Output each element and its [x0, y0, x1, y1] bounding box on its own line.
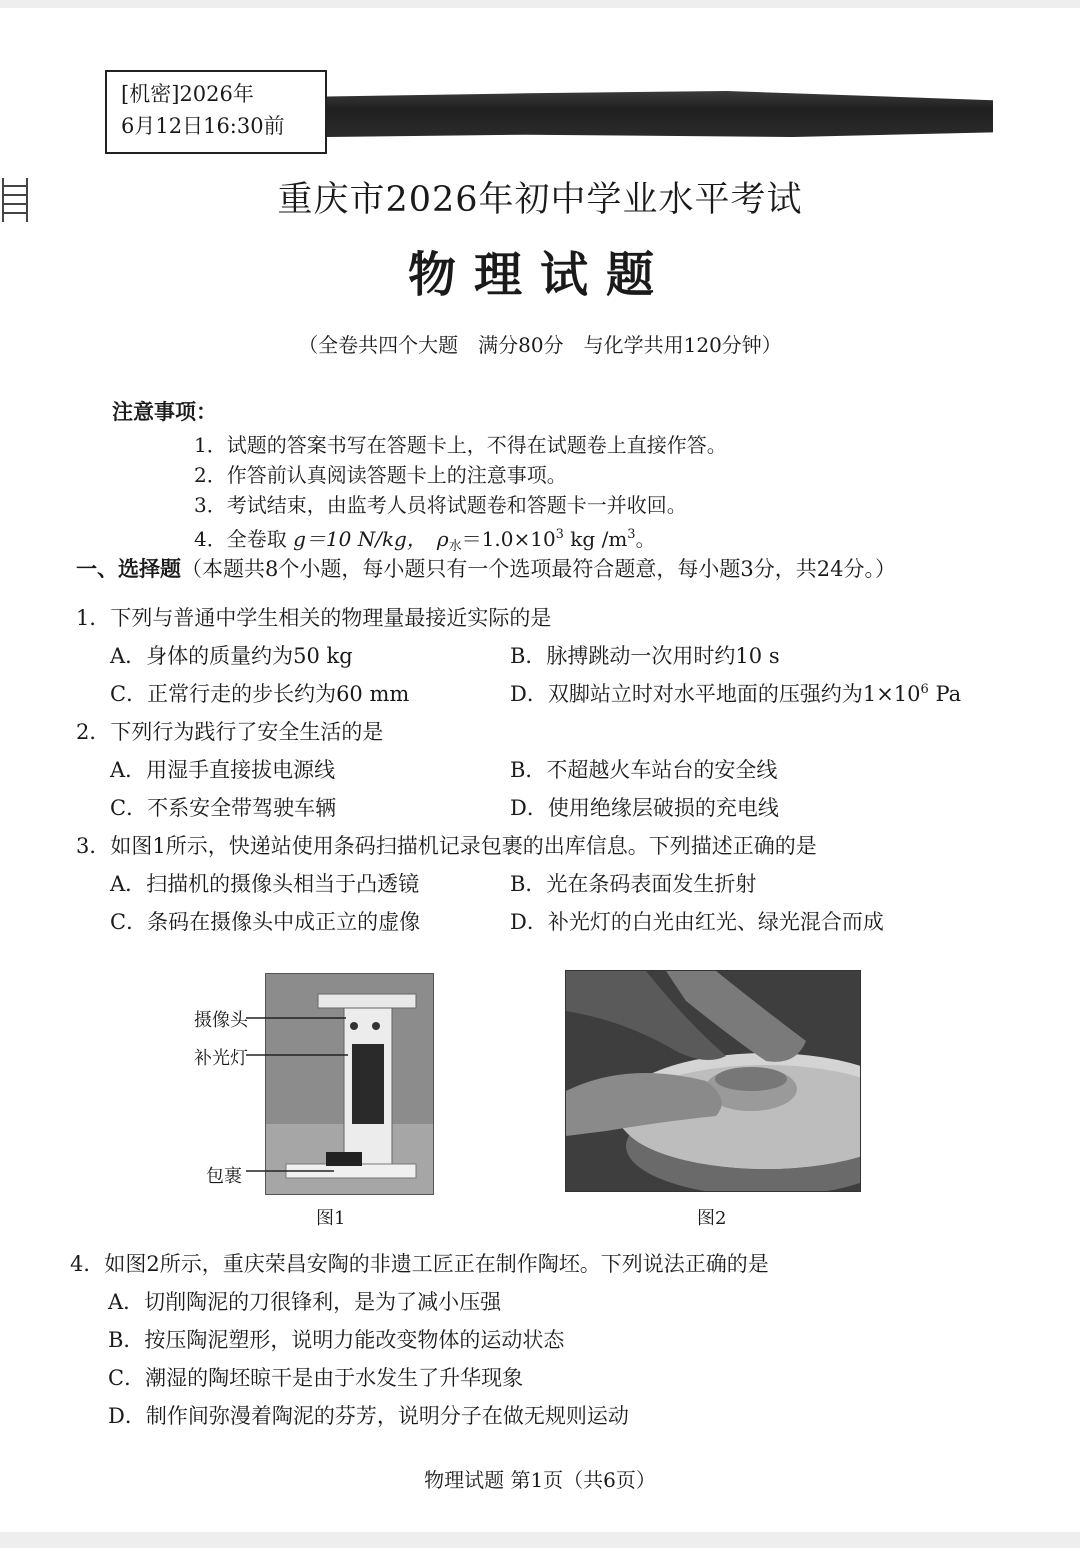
- subject-title: 物理试题: [407, 247, 672, 303]
- figure-1-label-package: 包裹: [206, 1166, 242, 1187]
- question-1-option-c: C．正常行走的步长约为60 mm: [110, 682, 410, 706]
- notice-item4-prefix: 4．全卷取: [194, 527, 287, 551]
- notice-item: 1．试题的答案书写在答题卡上，不得在试题卷上直接作答。: [194, 433, 727, 457]
- question-2-option-b: B．不超越火车站台的安全线: [510, 758, 778, 782]
- question-4-option-c: C．潮湿的陶坯晾干是由于水发生了升华现象: [108, 1366, 524, 1390]
- notice-item4-unit: kg /m: [563, 527, 628, 551]
- question-3-option-a: A．扫描机的摄像头相当于凸透镜: [110, 872, 420, 896]
- notice-item4-end: 。: [635, 527, 656, 551]
- exam-page: [0, 8, 1080, 1532]
- confidential-line-1: [机密]2026年: [121, 82, 254, 106]
- figure-2-pottery-photo: [565, 970, 861, 1192]
- question-1-stem: 1．下列与普通中学生相关的物理量最接近实际的是: [76, 606, 552, 630]
- figure-1-label-light: 补光灯: [194, 1048, 248, 1069]
- pottery-illustration-icon: [566, 971, 860, 1191]
- question-4-stem: 4．如图2所示，重庆荣昌安陶的非遗工匠正在制作陶坯。下列说法正确的是: [70, 1252, 769, 1276]
- question-3-option-b: B．光在条码表面发生折射: [510, 872, 757, 896]
- figure-1-label-camera: 摄像头: [194, 1010, 248, 1031]
- question-4-option-d: D．制作间弥漫着陶泥的芬芳，说明分子在做无规则运动: [108, 1404, 629, 1428]
- exam-title: 重庆市2026年初中学业水平考试: [277, 180, 803, 220]
- question-1-option-a: A．身体的质量约为50 kg: [110, 644, 353, 668]
- notice-heading: 注意事项：: [112, 399, 217, 424]
- notice-item4-exp: 3: [555, 527, 564, 542]
- question-1-option-d: [510, 678, 961, 708]
- confidential-line-2: 6月12日16:30前: [121, 114, 285, 138]
- question-3-option-d: D．补光灯的白光由红光、绿光混合而成: [510, 910, 884, 934]
- question-4-option-b: B．按压陶泥塑形，说明力能改变物体的运动状态: [108, 1328, 565, 1352]
- question-2-stem: 2．下列行为践行了安全生活的是: [76, 720, 384, 744]
- section-heading: [76, 553, 896, 583]
- section-heading-rest: （本题共8个小题，每小题只有一个选项最符合题意，每小题3分，共24分。）: [181, 557, 896, 581]
- section-heading-bold: 一、选择题: [76, 556, 181, 581]
- notice-item: 2．作答前认真阅读答题卡上的注意事项。: [194, 463, 567, 487]
- question-1-option-d-text: D．双脚站立时对水平地面的压强约为1×10: [510, 682, 921, 706]
- question-2-option-a: A．用湿手直接拔电源线: [110, 758, 336, 782]
- question-2-option-d: D．使用绝缘层破损的充电线: [510, 796, 779, 820]
- notice-item4-rho: ρ: [436, 527, 449, 551]
- page-footer: 物理试题 第1页（共6页）: [424, 1468, 656, 1492]
- notice-item4-g: g＝10 N/kg，: [293, 527, 417, 551]
- notice-item4-rho-sub: 水: [448, 539, 462, 554]
- figure-2-caption: 图2: [697, 1208, 727, 1229]
- question-3-stem: 3．如图1所示，快递站使用条码扫描机记录包裹的出库信息。下列描述正确的是: [76, 834, 817, 858]
- notice-item: 3．考试结束，由监考人员将试题卷和答题卡一并收回。: [194, 493, 687, 517]
- question-2-option-c: C．不系安全带驾驶车辆: [110, 796, 337, 820]
- question-3-option-c: C．条码在摄像头中成正立的虚像: [110, 910, 421, 934]
- figure-1-caption: 图1: [316, 1208, 346, 1229]
- exam-info: （全卷共四个大题 满分80分 与化学共用120分钟）: [298, 333, 782, 357]
- notice-item4-unit-exp: 3: [627, 527, 636, 542]
- notice-item-constants: [194, 520, 727, 554]
- question-1-option-b: B．脉搏跳动一次用时约10 s: [510, 644, 780, 668]
- confidential-box: [105, 70, 327, 154]
- question-1-option-d-unit: Pa: [928, 682, 962, 706]
- notice-list: [194, 430, 727, 554]
- redaction-bar: [327, 91, 993, 137]
- notice-item4-rho-value: ＝1.0×10: [461, 527, 556, 551]
- question-1-option-d-exp: 6: [920, 682, 929, 697]
- question-4-option-a: A．切削陶泥的刀很锋利，是为了减小压强: [108, 1290, 502, 1314]
- figure-1-leader-lines: [240, 1013, 360, 1183]
